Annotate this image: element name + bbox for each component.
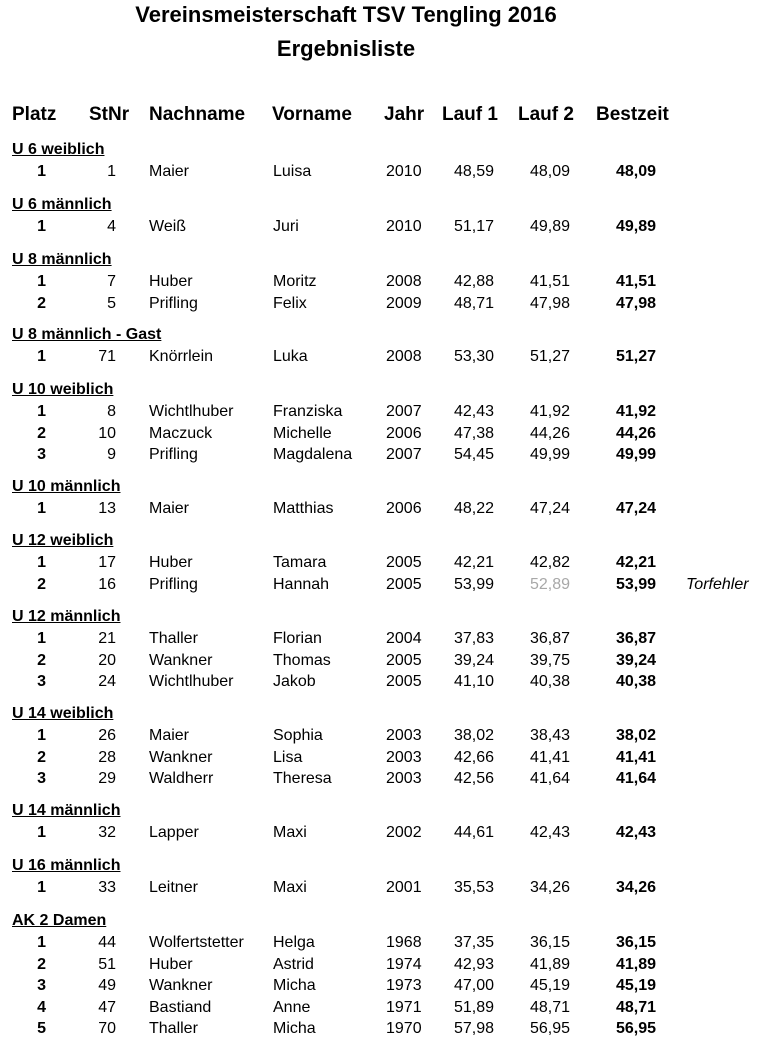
header-bestzeit: Bestzeit bbox=[596, 104, 669, 125]
cell-vorname: Sophia bbox=[273, 727, 323, 744]
category-heading: U 10 männlich bbox=[12, 478, 121, 495]
cell-bestzeit: 49,89 bbox=[615, 218, 656, 235]
category-heading: U 16 männlich bbox=[12, 857, 121, 874]
cell-platz: 1 bbox=[37, 218, 46, 235]
cell-platz: 1 bbox=[37, 403, 46, 420]
table-row bbox=[0, 218, 764, 238]
cell-jahr: 2010 bbox=[386, 163, 422, 180]
cell-stnr: 9 bbox=[107, 446, 116, 463]
cell-platz: 5 bbox=[37, 1020, 46, 1037]
cell-stnr: 71 bbox=[98, 348, 116, 365]
cell-lauf1: 42,56 bbox=[453, 770, 494, 787]
cell-nachname: Thaller bbox=[149, 630, 198, 647]
cell-lauf2: 47,24 bbox=[529, 500, 570, 517]
cell-lauf1: 48,22 bbox=[453, 500, 494, 517]
cell-lauf1: 57,98 bbox=[453, 1020, 494, 1037]
cell-bestzeit: 42,21 bbox=[615, 554, 656, 571]
cell-bestzeit: 36,15 bbox=[615, 934, 656, 951]
table-row bbox=[0, 425, 764, 445]
header-vorname: Vorname bbox=[272, 104, 352, 125]
cell-lauf2: 34,26 bbox=[529, 879, 570, 896]
cell-jahr: 2006 bbox=[386, 500, 422, 517]
cell-note: Torfehler bbox=[686, 576, 749, 593]
cell-lauf2: 48,71 bbox=[529, 999, 570, 1016]
cell-bestzeit: 47,24 bbox=[615, 500, 656, 517]
cell-vorname: Lisa bbox=[273, 749, 303, 766]
cell-lauf2: 49,99 bbox=[529, 446, 570, 463]
cell-lauf2: 39,75 bbox=[529, 652, 570, 669]
table-row bbox=[0, 956, 764, 976]
cell-platz: 1 bbox=[37, 273, 46, 290]
cell-jahr: 2005 bbox=[386, 576, 422, 593]
cell-stnr: 10 bbox=[98, 425, 116, 442]
cell-jahr: 2002 bbox=[386, 824, 422, 841]
cell-stnr: 21 bbox=[98, 630, 116, 647]
cell-nachname: Wichtlhuber bbox=[149, 673, 234, 690]
cell-nachname: Prifling bbox=[149, 576, 198, 593]
cell-bestzeit: 38,02 bbox=[615, 727, 656, 744]
cell-platz: 2 bbox=[37, 425, 46, 442]
category-heading: U 8 männlich - Gast bbox=[12, 326, 162, 343]
cell-lauf1: 39,24 bbox=[453, 652, 494, 669]
cell-lauf1: 53,99 bbox=[453, 576, 494, 593]
cell-stnr: 29 bbox=[98, 770, 116, 787]
cell-jahr: 2003 bbox=[386, 727, 422, 744]
cell-vorname: Maxi bbox=[273, 824, 307, 841]
cell-lauf2: 40,38 bbox=[529, 673, 570, 690]
cell-vorname: Luka bbox=[273, 348, 308, 365]
cell-lauf2: 41,51 bbox=[529, 273, 570, 290]
cell-jahr: 2010 bbox=[386, 218, 422, 235]
cell-stnr: 51 bbox=[98, 956, 116, 973]
table-header bbox=[0, 104, 764, 128]
cell-lauf1: 47,38 bbox=[453, 425, 494, 442]
cell-vorname: Franziska bbox=[273, 403, 343, 420]
cell-lauf2: 44,26 bbox=[529, 425, 570, 442]
table-row bbox=[0, 348, 764, 368]
cell-jahr: 2004 bbox=[386, 630, 422, 647]
cell-lauf1: 37,35 bbox=[453, 934, 494, 951]
cell-vorname: Moritz bbox=[273, 273, 317, 290]
cell-stnr: 28 bbox=[98, 749, 116, 766]
cell-nachname: Wichtlhuber bbox=[149, 403, 234, 420]
cell-lauf1: 42,66 bbox=[453, 749, 494, 766]
cell-nachname: Knörrlein bbox=[149, 348, 214, 365]
cell-vorname: Maxi bbox=[273, 879, 307, 896]
cell-nachname: Huber bbox=[149, 273, 193, 290]
cell-stnr: 24 bbox=[98, 673, 116, 690]
cell-vorname: Astrid bbox=[273, 956, 314, 973]
cell-jahr: 1971 bbox=[386, 999, 422, 1016]
cell-bestzeit: 49,99 bbox=[615, 446, 656, 463]
category-heading: U 6 weiblich bbox=[12, 141, 105, 158]
cell-platz: 1 bbox=[37, 934, 46, 951]
cell-bestzeit: 39,24 bbox=[615, 652, 656, 669]
cell-lauf2: 36,15 bbox=[529, 934, 570, 951]
header-stnr: StNr bbox=[89, 104, 130, 125]
category-heading: U 14 weiblich bbox=[12, 705, 114, 722]
cell-platz: 1 bbox=[37, 348, 46, 365]
cell-stnr: 13 bbox=[98, 500, 116, 517]
cell-jahr: 1974 bbox=[386, 956, 422, 973]
cell-platz: 1 bbox=[37, 163, 46, 180]
cell-stnr: 26 bbox=[98, 727, 116, 744]
cell-lauf2: 48,09 bbox=[529, 163, 570, 180]
cell-lauf2: 38,43 bbox=[529, 727, 570, 744]
category-heading: U 12 weiblich bbox=[12, 532, 114, 549]
cell-platz: 1 bbox=[37, 554, 46, 571]
cell-platz: 3 bbox=[37, 977, 46, 994]
cell-jahr: 2007 bbox=[386, 446, 422, 463]
cell-bestzeit: 53,99 bbox=[615, 576, 656, 593]
cell-vorname: Tamara bbox=[273, 554, 327, 571]
cell-bestzeit: 41,41 bbox=[615, 749, 656, 766]
cell-platz: 1 bbox=[37, 727, 46, 744]
table-row bbox=[0, 403, 764, 423]
cell-vorname: Magdalena bbox=[273, 446, 353, 463]
cell-nachname: Waldherr bbox=[149, 770, 214, 787]
cell-lauf2: 47,98 bbox=[529, 295, 570, 312]
category-heading: U 12 männlich bbox=[12, 608, 121, 625]
header-platz: Platz bbox=[12, 104, 57, 125]
cell-jahr: 1973 bbox=[386, 977, 422, 994]
cell-platz: 2 bbox=[37, 956, 46, 973]
cell-nachname: Wankner bbox=[149, 977, 213, 994]
table-row bbox=[0, 879, 764, 899]
category-heading: AK 2 Damen bbox=[12, 912, 107, 929]
cell-bestzeit: 41,64 bbox=[615, 770, 656, 787]
cell-lauf2: 41,64 bbox=[529, 770, 570, 787]
cell-stnr: 49 bbox=[98, 977, 116, 994]
cell-platz: 3 bbox=[37, 673, 46, 690]
cell-lauf2: 36,87 bbox=[529, 630, 570, 647]
cell-lauf1: 51,17 bbox=[453, 218, 494, 235]
cell-nachname: Maier bbox=[149, 500, 190, 517]
cell-bestzeit: 51,27 bbox=[615, 348, 656, 365]
cell-nachname: Wankner bbox=[149, 652, 213, 669]
cell-stnr: 33 bbox=[98, 879, 116, 896]
cell-lauf2: 51,27 bbox=[529, 348, 570, 365]
cell-vorname: Hannah bbox=[273, 576, 330, 593]
cell-jahr: 2005 bbox=[386, 673, 422, 690]
cell-lauf1: 47,00 bbox=[453, 977, 494, 994]
cell-lauf2: 41,92 bbox=[529, 403, 570, 420]
cell-platz: 1 bbox=[37, 824, 46, 841]
cell-platz: 2 bbox=[37, 576, 46, 593]
page-title: Vereinsmeisterschaft TSV Tengling 2016 bbox=[135, 2, 557, 27]
table-row bbox=[0, 500, 764, 520]
cell-nachname: Maczuck bbox=[149, 425, 213, 442]
cell-bestzeit: 41,51 bbox=[615, 273, 656, 290]
cell-bestzeit: 34,26 bbox=[615, 879, 656, 896]
cell-bestzeit: 48,09 bbox=[615, 163, 656, 180]
cell-nachname: Wolfertstetter bbox=[149, 934, 244, 951]
cell-nachname: Huber bbox=[149, 956, 193, 973]
cell-lauf1: 37,83 bbox=[453, 630, 494, 647]
table-row bbox=[0, 295, 764, 315]
cell-jahr: 2001 bbox=[386, 879, 422, 896]
cell-vorname: Felix bbox=[273, 295, 307, 312]
page-subtitle: Ergebnisliste bbox=[276, 36, 416, 61]
table-row bbox=[0, 824, 764, 844]
cell-bestzeit: 44,26 bbox=[615, 425, 656, 442]
cell-bestzeit: 36,87 bbox=[615, 630, 656, 647]
cell-jahr: 2009 bbox=[386, 295, 422, 312]
cell-lauf1: 42,88 bbox=[453, 273, 494, 290]
cell-vorname: Micha bbox=[273, 977, 316, 994]
cell-nachname: Maier bbox=[149, 727, 190, 744]
cell-vorname: Anne bbox=[273, 999, 311, 1016]
cell-platz: 1 bbox=[37, 500, 46, 517]
table-row bbox=[0, 630, 764, 650]
cell-platz: 1 bbox=[37, 879, 46, 896]
cell-bestzeit: 41,89 bbox=[615, 956, 656, 973]
header-nachname: Nachname bbox=[149, 104, 246, 125]
cell-lauf2: 41,89 bbox=[529, 956, 570, 973]
category-heading: U 6 männlich bbox=[12, 196, 112, 213]
category-heading: U 14 männlich bbox=[12, 802, 121, 819]
table-row bbox=[0, 1020, 764, 1040]
cell-jahr: 2007 bbox=[386, 403, 422, 420]
cell-bestzeit: 40,38 bbox=[615, 673, 656, 690]
table-row bbox=[0, 554, 764, 574]
cell-lauf2: 42,43 bbox=[529, 824, 570, 841]
cell-stnr: 4 bbox=[107, 218, 116, 235]
cell-platz: 2 bbox=[37, 295, 46, 312]
cell-stnr: 44 bbox=[98, 934, 116, 951]
cell-nachname: Lapper bbox=[149, 824, 199, 841]
cell-bestzeit: 41,92 bbox=[615, 403, 656, 420]
cell-lauf1: 42,93 bbox=[453, 956, 494, 973]
cell-lauf1: 53,30 bbox=[453, 348, 494, 365]
table-row bbox=[0, 999, 764, 1019]
table-row bbox=[0, 652, 764, 672]
cell-stnr: 1 bbox=[107, 163, 116, 180]
table-row bbox=[0, 977, 764, 997]
cell-stnr: 47 bbox=[98, 999, 116, 1016]
cell-lauf1: 38,02 bbox=[453, 727, 494, 744]
cell-lauf1: 51,89 bbox=[453, 999, 494, 1016]
table-row bbox=[0, 934, 764, 954]
cell-bestzeit: 45,19 bbox=[615, 977, 656, 994]
cell-vorname: Luisa bbox=[273, 163, 312, 180]
cell-platz: 3 bbox=[37, 446, 46, 463]
cell-lauf2: 49,89 bbox=[529, 218, 570, 235]
table-row bbox=[0, 273, 764, 293]
cell-bestzeit: 42,43 bbox=[615, 824, 656, 841]
cell-vorname: Thomas bbox=[273, 652, 331, 669]
cell-nachname: Bastiand bbox=[149, 999, 212, 1016]
cell-vorname: Florian bbox=[273, 630, 322, 647]
table-row bbox=[0, 727, 764, 747]
cell-jahr: 2008 bbox=[386, 273, 422, 290]
cell-vorname: Micha bbox=[273, 1020, 316, 1037]
cell-stnr: 8 bbox=[107, 403, 116, 420]
cell-vorname: Juri bbox=[273, 218, 299, 235]
cell-stnr: 20 bbox=[98, 652, 116, 669]
cell-bestzeit: 56,95 bbox=[615, 1020, 656, 1037]
cell-platz: 2 bbox=[37, 652, 46, 669]
cell-lauf1: 42,43 bbox=[453, 403, 494, 420]
cell-lauf1: 41,10 bbox=[453, 673, 494, 690]
table-row bbox=[0, 749, 764, 769]
cell-stnr: 7 bbox=[107, 273, 116, 290]
cell-nachname: Weiß bbox=[149, 218, 187, 235]
cell-nachname: Huber bbox=[149, 554, 193, 571]
cell-vorname: Jakob bbox=[273, 673, 316, 690]
cell-stnr: 16 bbox=[98, 576, 116, 593]
category-heading: U 8 männlich bbox=[12, 251, 112, 268]
cell-vorname: Theresa bbox=[273, 770, 332, 787]
cell-nachname: Thaller bbox=[149, 1020, 198, 1037]
cell-bestzeit: 48,71 bbox=[615, 999, 656, 1016]
cell-stnr: 32 bbox=[98, 824, 116, 841]
cell-nachname: Leitner bbox=[149, 879, 198, 896]
cell-stnr: 17 bbox=[98, 554, 116, 571]
cell-lauf1: 48,71 bbox=[453, 295, 494, 312]
category-heading: U 10 weiblich bbox=[12, 381, 114, 398]
cell-stnr: 5 bbox=[107, 295, 116, 312]
table-row bbox=[0, 163, 764, 183]
header-lauf2: Lauf 2 bbox=[518, 104, 574, 125]
cell-vorname: Matthias bbox=[273, 500, 334, 517]
header-lauf1: Lauf 1 bbox=[442, 104, 498, 125]
cell-jahr: 2003 bbox=[386, 749, 422, 766]
cell-lauf2: 42,82 bbox=[529, 554, 570, 571]
cell-platz: 3 bbox=[37, 770, 46, 787]
cell-platz: 1 bbox=[37, 630, 46, 647]
cell-lauf2: 41,41 bbox=[529, 749, 570, 766]
cell-lauf1: 54,45 bbox=[453, 446, 494, 463]
cell-jahr: 1970 bbox=[386, 1020, 422, 1037]
cell-platz: 4 bbox=[37, 999, 46, 1016]
cell-jahr: 1968 bbox=[386, 934, 422, 951]
cell-nachname: Wankner bbox=[149, 749, 213, 766]
table-row bbox=[0, 576, 764, 596]
cell-nachname: Maier bbox=[149, 163, 190, 180]
cell-nachname: Prifling bbox=[149, 446, 198, 463]
cell-jahr: 2005 bbox=[386, 652, 422, 669]
table-row bbox=[0, 673, 764, 693]
cell-stnr: 70 bbox=[98, 1020, 116, 1037]
cell-lauf1: 35,53 bbox=[453, 879, 494, 896]
cell-jahr: 2003 bbox=[386, 770, 422, 787]
cell-lauf2: 56,95 bbox=[529, 1020, 570, 1037]
table-row bbox=[0, 446, 764, 466]
table-row bbox=[0, 770, 764, 790]
cell-lauf2: 52,89 bbox=[529, 576, 570, 593]
cell-lauf1: 44,61 bbox=[453, 824, 494, 841]
cell-jahr: 2006 bbox=[386, 425, 422, 442]
cell-jahr: 2008 bbox=[386, 348, 422, 365]
cell-bestzeit: 47,98 bbox=[615, 295, 656, 312]
cell-vorname: Helga bbox=[273, 934, 315, 951]
cell-lauf1: 48,59 bbox=[453, 163, 494, 180]
cell-lauf1: 42,21 bbox=[453, 554, 494, 571]
cell-lauf2: 45,19 bbox=[529, 977, 570, 994]
cell-nachname: Prifling bbox=[149, 295, 198, 312]
cell-jahr: 2005 bbox=[386, 554, 422, 571]
cell-vorname: Michelle bbox=[273, 425, 332, 442]
header-jahr: Jahr bbox=[384, 104, 425, 125]
cell-platz: 2 bbox=[37, 749, 46, 766]
